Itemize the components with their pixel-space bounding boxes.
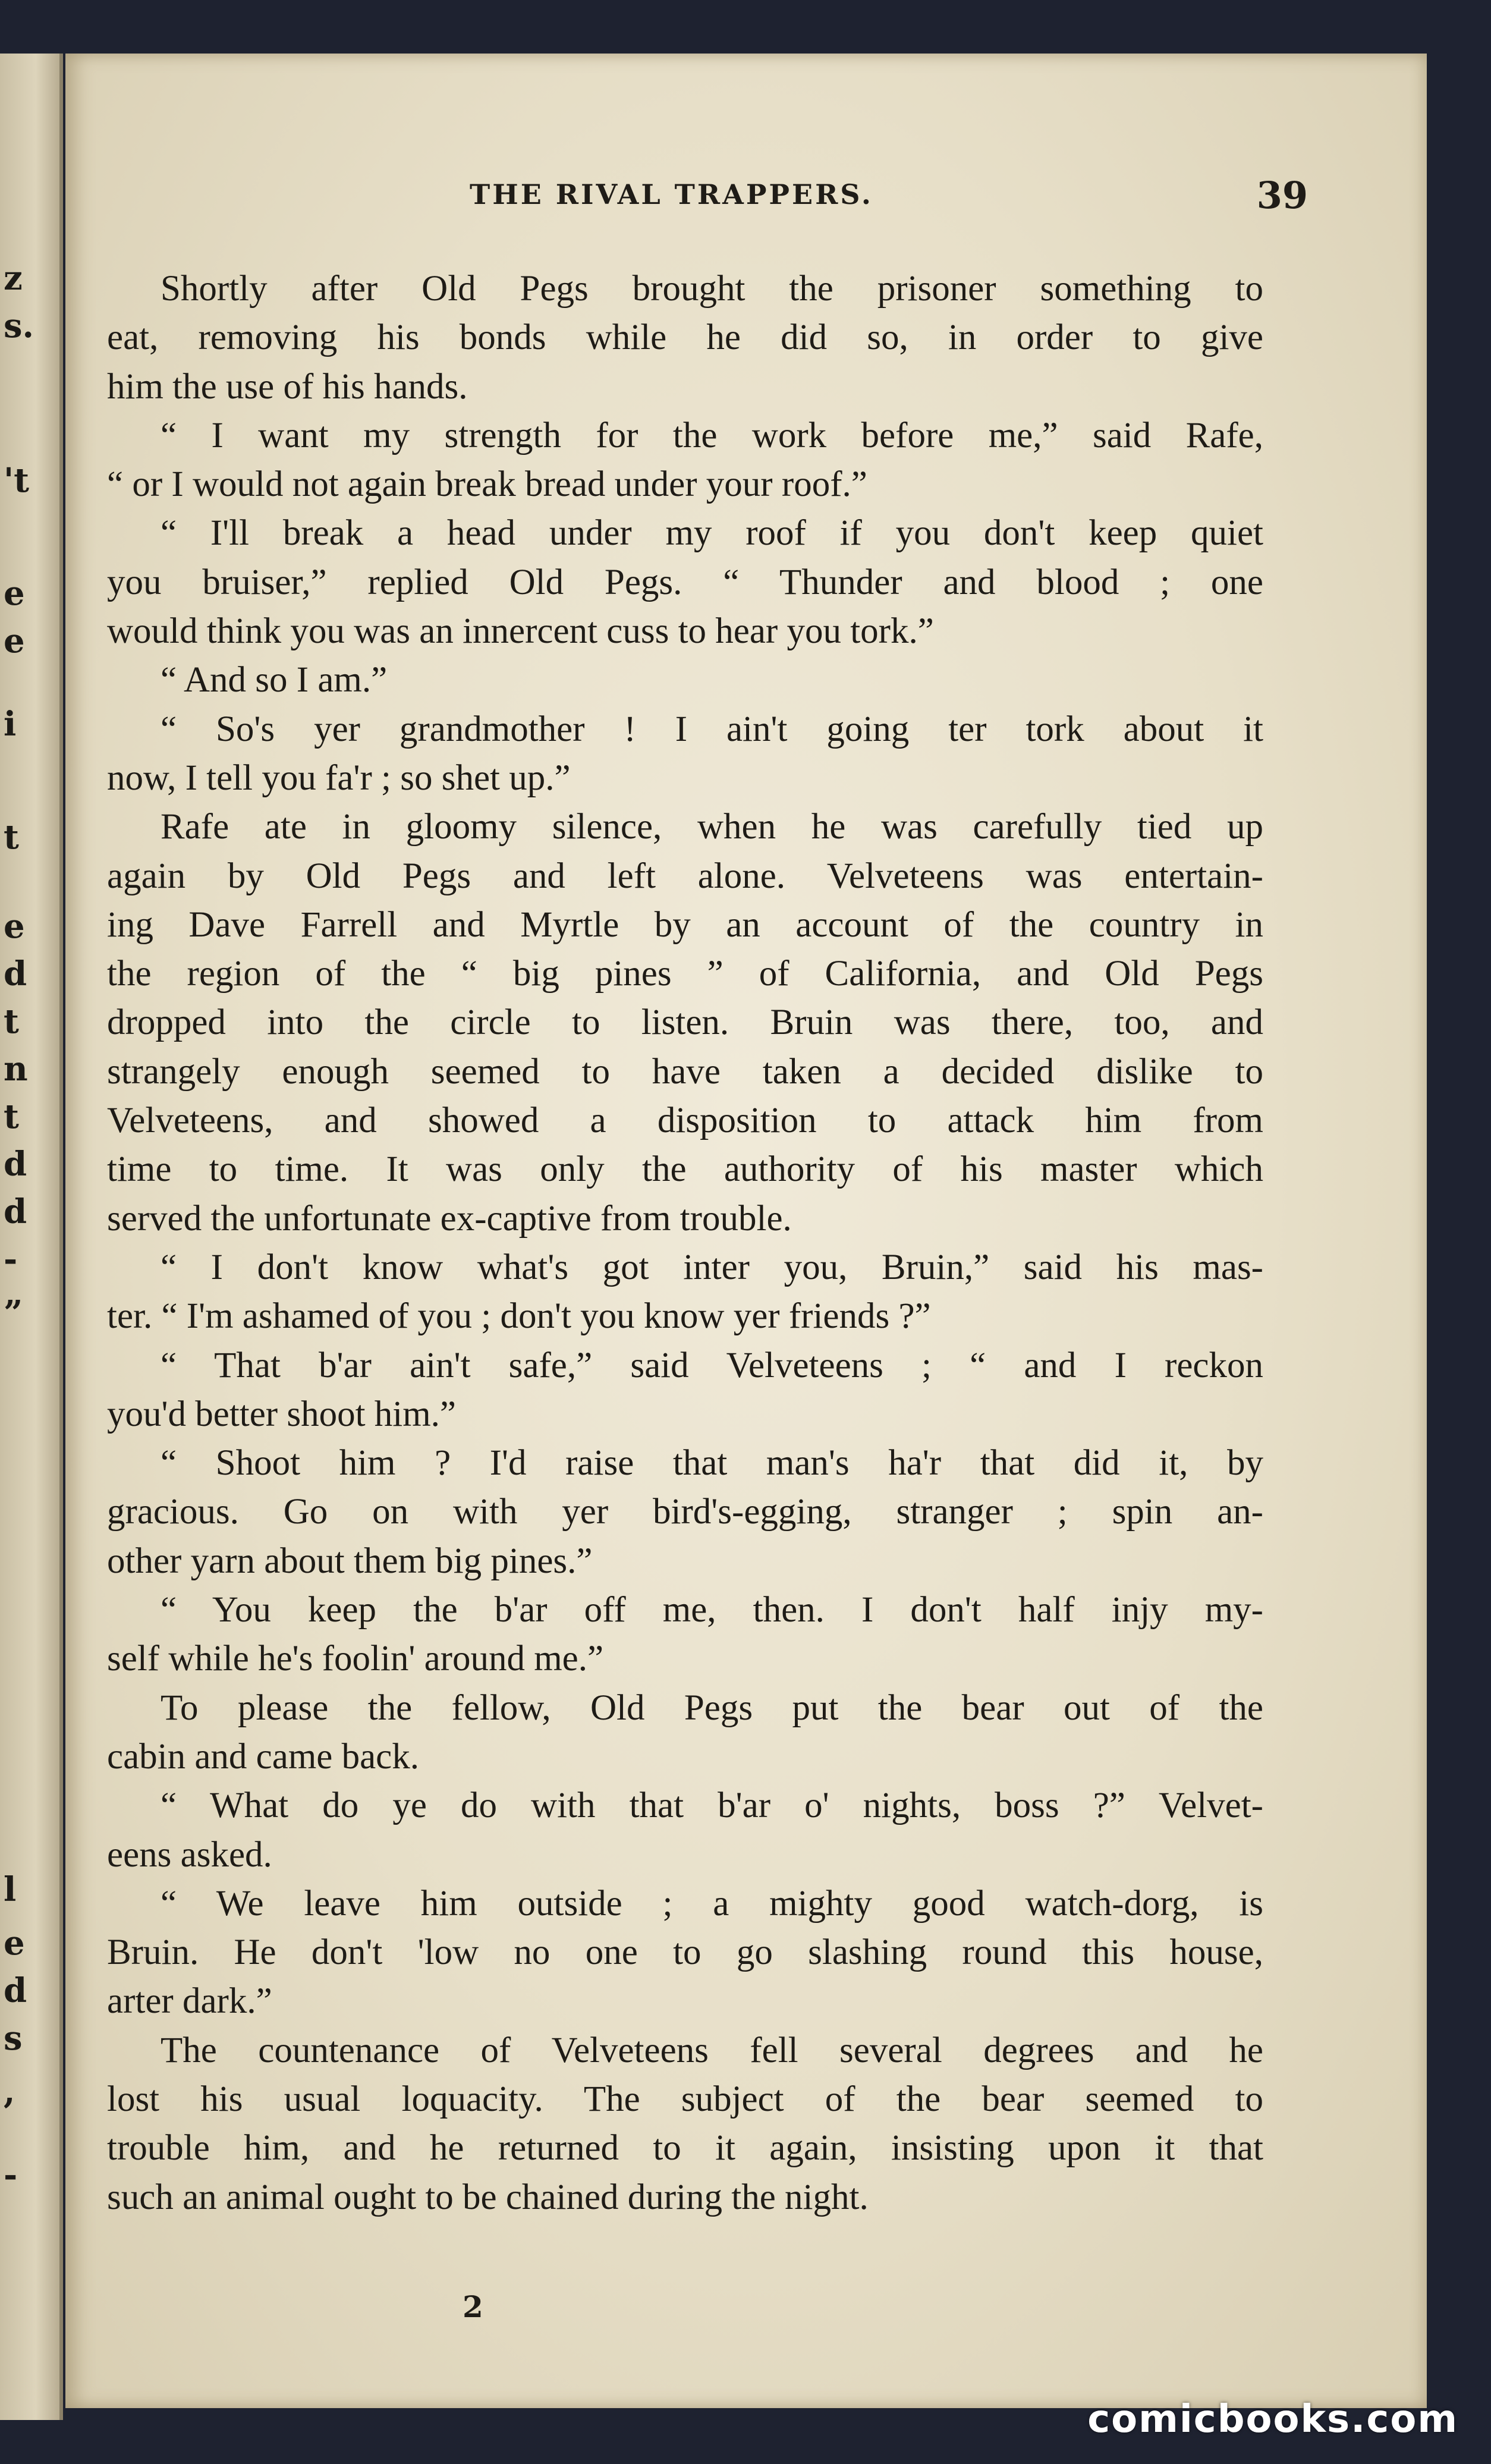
running-head [65,174,1427,226]
facing-page-fragment: z [4,259,23,298]
facing-page-fragment: t [4,1002,19,1041]
text-line: now, I tell you fa'r ; so shet up.” [107,758,571,798]
watermark-logo: comicbooks.com [1087,2397,1458,2441]
facing-page-fragment: - [4,2155,18,2195]
facing-page-fragment: e [4,574,25,613]
facing-page-fragment: d [4,954,27,994]
text-line: gracious. Go on with yer bird's-egging, stranger ; spin an- [107,1492,1263,1532]
text-line: eens asked. [107,1834,272,1875]
facing-page-fragment: s. [4,306,34,345]
facing-page-fragment: - [4,1240,18,1279]
text-line: Velveteens, and showed a disposition to attack him from [107,1101,1263,1141]
facing-page-fragment: e [4,1924,25,1963]
text-line: such an animal ought to be chained during the night. [107,2177,869,2217]
text-line: Bruin. He don't 'low no one to go slashing round this house, [107,1932,1263,1973]
text-line: “ or I would not again break bread under your roof.” [107,464,867,505]
text-line: “ So's yer grandmother ! I ain't going ter tork about it [161,709,1263,749]
facing-page-fragment: , [4,2072,15,2111]
text-line: “ That b'ar ain't safe,” said Velveteens ; “ and I reckon [161,1345,1263,1385]
text-line: “ You keep the b'ar off me, then. I don't half injy my- [161,1590,1263,1630]
text-line: ing Dave Farrell and Myrtle by an account of the country in [107,904,1263,945]
text-line: ter. “ I'm ashamed of you ; don't you know yer friends ?” [107,1296,931,1337]
facing-page-edge [0,54,63,2420]
text-line: the region of the “ big pines ” of California, and Old Pegs [107,954,1263,994]
facing-page-fragment: n [4,1049,28,1089]
body-text [107,265,1263,2222]
text-line: dropped into the circle to listen. Bruin was there, too, and [107,1002,1263,1043]
text-line: Rafe ate in gloomy silence, when he was carefully tied up [161,807,1263,847]
text-line: Shortly after Old Pegs brought the prisoner something to [161,269,1263,309]
text-line: “ Shoot him ? I'd raise that man's ha'r that did it, by [161,1443,1263,1484]
facing-page-fragment: ” [4,1293,23,1332]
facing-page-fragment: l [4,1870,17,1909]
text-line: again by Old Pegs and left alone. Velveteens was entertain- [107,856,1263,896]
page-number: 39 [1256,174,1308,217]
text-line: you'd better shoot him.” [107,1394,457,1434]
text-line: The countenance of Velveteens fell several degrees and he [161,2030,1263,2070]
text-line: “ What do ye do with that b'ar o' nights, boss ?” Velvet- [161,1786,1263,1826]
facing-page-fragment: 't [4,461,30,500]
text-line: “ And so I am.” [161,660,388,700]
facing-page-fragment: d [4,1192,27,1231]
facing-page-fragment: e [4,621,25,661]
facing-page-fragment: t [4,1097,19,1136]
text-line: To please the fellow, Old Pegs put the bear out of the [161,1687,1263,1728]
text-line: strangely enough seemed to have taken a decided dislike to [107,1051,1263,1092]
text-line: self while he's foolin' around me.” [107,1639,604,1679]
text-line: you bruiser,” replied Old Pegs. “ Thunder and blood ; one [107,562,1263,602]
facing-page-fragment: d [4,1971,27,2010]
text-line: arter dark.” [107,1981,272,2022]
book-page [65,54,1427,2408]
text-line: served the unfortunate ex-captive from trouble. [107,1198,792,1239]
signature-mark: 2 [463,2289,483,2324]
facing-page-fragment: i [4,705,17,744]
text-line: him the use of his hands. [107,366,468,407]
facing-page-fragment: e [4,907,25,946]
facing-page-fragment: s [4,2019,23,2058]
text-line: other yarn about them big pines.” [107,1541,593,1581]
text-line: “ I'll break a head under my roof if you don't keep quiet [161,513,1263,554]
text-line: “ We leave him outside ; a mighty good watch-dorg, is [161,1883,1263,1924]
text-line: “ I don't know what's got inter you, Bruin,” said his mas- [161,1247,1263,1287]
text-line: eat, removing his bonds while he did so, in order to give [107,318,1263,358]
text-line: time to time. It was only the authority of his master which [107,1149,1263,1190]
text-line: cabin and came back. [107,1736,419,1777]
text-line: lost his usual loquacity. The subject of the bear seemed to [107,2079,1263,2119]
facing-page-fragment: t [4,818,19,857]
text-line: trouble him, and he returned to it again, insisting upon it that [107,2128,1263,2168]
running-head-title: THE RIVAL TRAPPERS. [470,178,873,210]
text-line: “ I want my strength for the work before me,” said Rafe, [161,415,1263,455]
facing-page-fragment: d [4,1145,27,1184]
text-line: would think you was an innercent cuss to hear you tork.” [107,611,934,652]
